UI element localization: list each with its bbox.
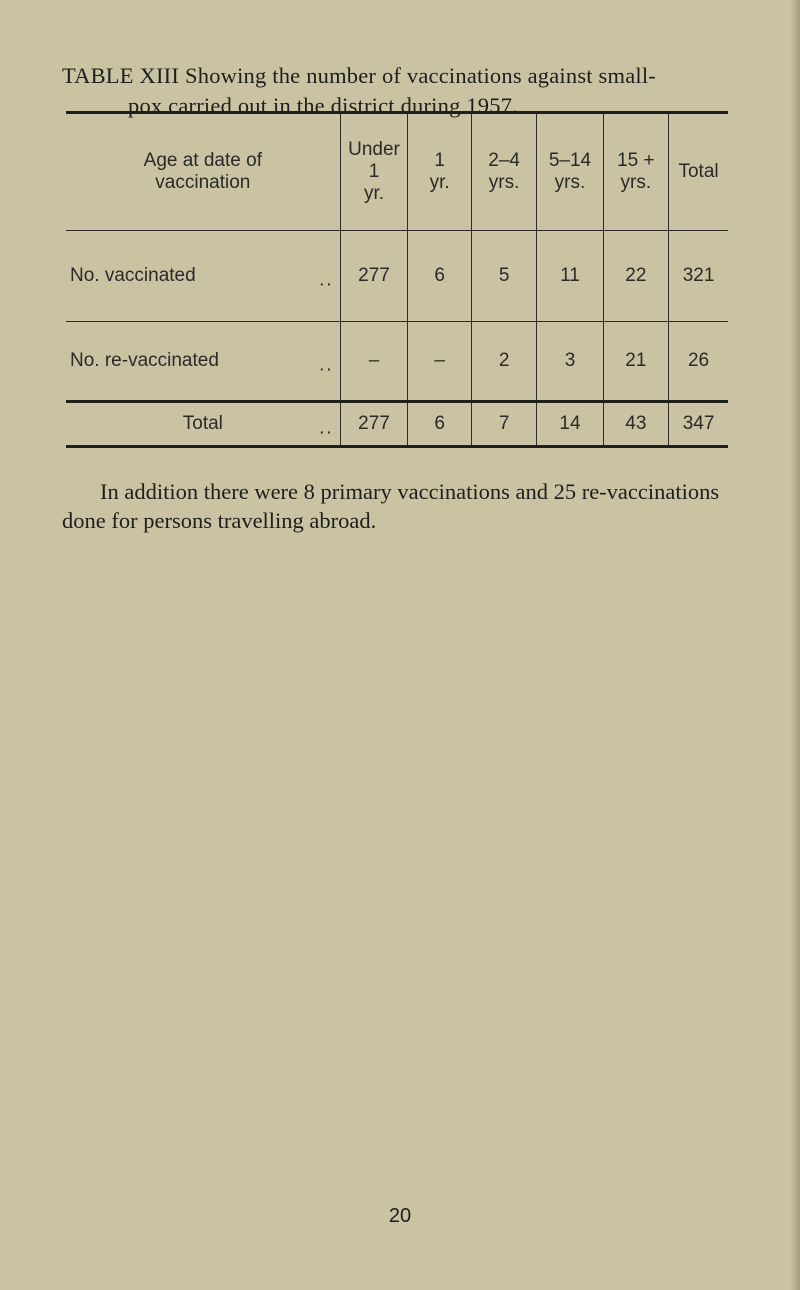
header-2-4-line2: yrs. xyxy=(488,172,520,193)
cell-vaccinated-15-plus: 22 xyxy=(603,231,668,322)
cell-revaccinated-2-4: 2 xyxy=(471,322,536,402)
cell-vaccinated-2-4: 5 xyxy=(471,231,536,322)
row-label-vaccinated-text: No. vaccinated xyxy=(70,265,196,286)
page-edge-shadow xyxy=(790,0,800,1290)
cell-revaccinated-1-yr: – xyxy=(408,322,472,402)
table-row-vaccinated xyxy=(66,231,728,322)
table-row-total xyxy=(66,402,728,447)
header-2-4-yrs xyxy=(471,113,536,231)
row-label-vaccinated xyxy=(66,231,340,322)
cell-vaccinated-1-yr: 6 xyxy=(408,231,472,322)
header-under-1-line3: yr. xyxy=(363,183,385,204)
header-1-yr-line1: 1 xyxy=(434,150,445,171)
header-total-line1: Total xyxy=(678,161,719,182)
cell-vaccinated-under-1: 277 xyxy=(340,231,408,322)
table-number: TABLE XIII xyxy=(62,63,180,88)
cell-revaccinated-5-14: 3 xyxy=(537,322,603,402)
header-under-1-line1: Under xyxy=(348,139,400,160)
leader-dots: .. xyxy=(319,269,334,291)
table-header-row xyxy=(66,113,728,231)
header-under-1-line2: 1 xyxy=(368,161,380,182)
cell-revaccinated-under-1: – xyxy=(340,322,408,402)
header-15-plus-line1: 15 + xyxy=(617,150,655,171)
cell-total-1-yr: 6 xyxy=(408,402,472,447)
header-total xyxy=(669,113,728,231)
header-1-yr-line2: yr. xyxy=(429,172,450,193)
cell-total-15-plus: 43 xyxy=(603,402,668,447)
footnote-paragraph: In addition there were 8 primary vaccinations and 25 re-vaccinations done for persons travelling abroad. xyxy=(62,479,720,533)
cell-revaccinated-15-plus: 21 xyxy=(603,322,668,402)
row-label-total-text: Total xyxy=(182,413,223,434)
cell-total-5-14: 14 xyxy=(537,402,603,447)
header-2-4-line1: 2–4 xyxy=(488,150,520,171)
title-line-1: Showing the number of vaccinations against small- xyxy=(185,63,656,88)
header-5-14-line1: 5–14 xyxy=(548,150,592,171)
header-15-plus-line2: yrs. xyxy=(620,172,652,193)
cell-vaccinated-5-14: 11 xyxy=(537,231,603,322)
vaccination-table xyxy=(66,111,728,448)
leader-dots: .. xyxy=(319,417,334,439)
title-line-2: pox carried out in the district during 1957. xyxy=(128,93,518,118)
cell-vaccinated-total: 321 xyxy=(669,231,728,322)
row-label-revaccinated-text: No. re-vaccinated xyxy=(70,350,219,371)
cell-total-total: 347 xyxy=(669,402,728,447)
leader-dots: .. xyxy=(319,354,334,376)
cell-revaccinated-total: 26 xyxy=(669,322,728,402)
cell-total-2-4: 7 xyxy=(471,402,536,447)
row-label-total xyxy=(66,402,340,447)
header-age-label: Age at date of vaccination xyxy=(66,113,340,231)
header-5-14-line2: yrs. xyxy=(554,172,586,193)
page-number: 20 xyxy=(388,1205,412,1227)
header-under-1 xyxy=(340,113,408,231)
header-5-14-yrs xyxy=(537,113,603,231)
cell-total-under-1: 277 xyxy=(340,402,408,447)
header-15-plus-yrs xyxy=(603,113,668,231)
table-row-revaccinated xyxy=(66,322,728,402)
header-1-yr xyxy=(408,113,472,231)
row-label-revaccinated xyxy=(66,322,340,402)
